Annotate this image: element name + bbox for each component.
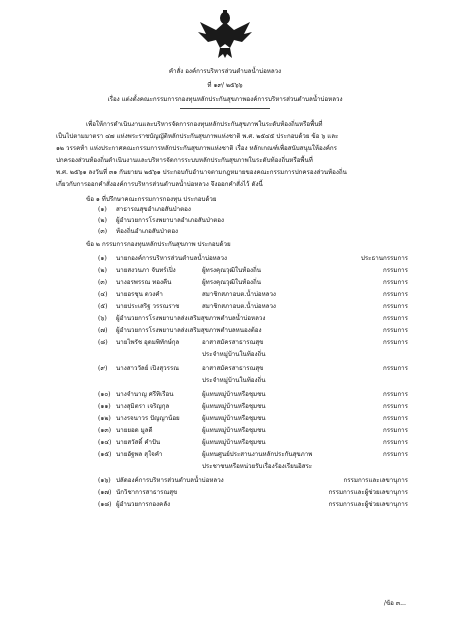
committee-item [98, 302, 408, 312]
item-number: (๑๖) [98, 477, 111, 484]
member-position: ผู้แทนหมู่บ้านหรือชุมชน [202, 439, 266, 446]
member-position: ผู้ทรงคุณวุฒิในท้องถิ่น [202, 267, 262, 274]
member-name: นายอรชุน ดวงคำ [116, 291, 163, 298]
item-number: (๑๕) [98, 451, 112, 458]
member-name: ผู้อำนวยการกองคลัง [116, 501, 171, 508]
committee-item [98, 438, 408, 448]
member-position-continued: ประจำหมู่บ้านในท้องถิ่น [202, 377, 266, 384]
member-position: ผู้แทนศูนย์ประสานงานหลักประกันสุขภาพ [202, 451, 313, 458]
member-name: นางสาววัลย์ เปิงสุวรรณ [116, 365, 180, 372]
member-role: กรรมการ [382, 303, 408, 310]
member-position: สมาชิกสภาอบต.น้ำบ่อหลวง [202, 291, 276, 298]
preamble-line: ๑๒ วรรคท้า แห่งประกาศคณะกรรมการหลักประกันสุขภาพแห่งชาติ เรื่อง หลักเกณฑ์เพื่อสนับสนุนให้องค์กร [56, 145, 337, 152]
committee-item [98, 426, 408, 436]
committee-item [98, 488, 408, 498]
item-number: (๓) [98, 228, 108, 235]
member-position: สมาชิกสภาอบต.น้ำบ่อหลวง [202, 303, 276, 310]
item-number: (๕) [98, 303, 108, 310]
item-number: (๗) [98, 327, 108, 334]
member-position: อาสาสมัครสาธารณสุข [202, 339, 264, 346]
preamble-line: เป็นไปตามมาตรา ๔๗ แห่งพระราชบัญญัติหลักประกันสุขภาพแห่งชาติ พ.ศ. ๒๕๔๕ ประกอบด้วย ข้อ ๖ และ [56, 133, 339, 140]
committee-item [98, 278, 408, 288]
member-role: กรรมการ [382, 415, 408, 422]
member-name: นายสวัสดิ์ คำปัน [116, 439, 161, 446]
committee-item [98, 338, 408, 348]
committee-item [98, 364, 408, 374]
member-position-continued: ประชาชนหรือหน่วยรับเรื่องร้องเรียนอิสระ [202, 463, 313, 470]
member-name: นางจำนาญ ศรีทิเรือน [116, 391, 174, 398]
member-name: นักวิชาการสาธารณสุข [116, 489, 178, 496]
member-role: กรรมการ [382, 267, 408, 274]
item-number: (๑๒) [98, 415, 111, 422]
member-name: ผู้อำนวยการโรงพยาบาลส่งเสริมสุขภาพตำบลหนองต้อง [116, 327, 262, 334]
member-position: ผู้แทนหมู่บ้านหรือชุมชน [202, 415, 266, 422]
member-name: นางรจนาวร ปัญญาน้อย [116, 415, 180, 422]
committee-item [98, 266, 408, 276]
preamble-line: เพื่อให้การดำเนินงานและบริหารจัดการกองทุนหลักประกันสุขภาพในระดับท้องถิ่นหรือพื้นที่ [86, 121, 323, 128]
item-number: (๑๐) [98, 391, 111, 398]
committee-item [98, 402, 408, 412]
member-name: นางสุมิตรา เจริญกุล [116, 403, 170, 410]
committee-item [98, 450, 408, 460]
member-role: กรรมการและผู้ช่วยเลขานุการ [328, 489, 408, 496]
item-number: (๖) [98, 315, 107, 322]
item-number: (๑๑) [98, 403, 111, 410]
item-number: (๙) [98, 365, 108, 372]
member-position: ผู้แทนหมู่บ้านหรือชุมชน [202, 391, 266, 398]
item-number: (๑๔) [98, 439, 112, 446]
item-number: (๑) [98, 255, 107, 262]
order-subject: เรื่อง แต่งตั้งคณะกรรมการกองทุนหลักประกันสุขภาพองค์การบริหารส่วนตำบลน้ำบ่อหลวง [107, 96, 343, 103]
item-text: สาธารณสุขอำเภอสันป่าตอง [116, 206, 191, 213]
member-role: กรรมการ [382, 439, 408, 446]
member-role: กรรมการ [382, 339, 408, 346]
member-role: กรรมการ [382, 291, 408, 298]
item-number: (๑๘) [98, 501, 112, 508]
committee-item [98, 314, 408, 324]
member-role: กรรมการ [382, 403, 408, 410]
item-number: (๑๗) [98, 489, 112, 496]
member-position: ผู้แทนหมู่บ้านหรือชุมชน [202, 403, 266, 410]
member-name: นางอรพรรณ ทองคืน [116, 279, 172, 286]
title-divider [180, 108, 270, 109]
item-number: (๓) [98, 279, 108, 286]
member-position: ผู้แทนหมู่บ้านหรือชุมชน [202, 427, 266, 434]
committee-item [98, 414, 408, 424]
member-role: ประธานกรรมการ [360, 255, 408, 262]
member-role: กรรมการและผู้ช่วยเลขานุการ [328, 501, 408, 508]
member-role: กรรมการ [382, 427, 408, 434]
committee-item [98, 290, 408, 300]
member-role: กรรมการ [382, 327, 408, 334]
item-number: (๒) [98, 217, 107, 224]
committee-item [98, 254, 408, 264]
committee-item [98, 390, 408, 400]
section-2-title: ข้อ ๒ กรรมการกองทุนหลักประกันสุขภาพ ประกอบด้วย [86, 241, 231, 248]
committee-item [98, 500, 408, 510]
item-number: (๔) [98, 291, 108, 298]
preamble-line: ปกครองส่วนท้องถิ่นดำเนินงานและบริหารจัดการระบบหลักประกันสุขภาพในระดับท้องถิ่นหรือพื้นที่ [56, 157, 313, 164]
garuda-emblem [196, 8, 254, 60]
item-number: (๒) [98, 267, 107, 274]
member-name: นายกองค์การบริหารส่วนตำบลน้ำบ่อหลวง [116, 255, 228, 262]
member-name: นายสงวนภา จันทร์เปิ่ง [116, 267, 176, 274]
member-name: นายไพรัช อุดมพิทักษ์กุล [116, 339, 180, 346]
member-role: กรรมการ [382, 391, 408, 398]
member-name: นายยอด มูลดี [116, 427, 153, 434]
member-position: อาสาสมัครสาธารณสุข [202, 365, 264, 372]
preamble-line: เกี่ยวกับการออกคำสั่งองค์การบริหารส่วนตำบลน้ำบ่อหลวง จึงออกคำสั่งไว้ ดังนี้ [56, 181, 263, 188]
member-position: ผู้ทรงคุณวุฒิในท้องถิ่น [202, 279, 262, 286]
preamble-paragraph [56, 119, 402, 191]
member-name: นายประเสริฐ วรรณราช [116, 303, 180, 310]
member-name: ปลัดองค์การบริหารส่วนตำบลน้ำบ่อหลวง [116, 477, 224, 484]
advisor-item [98, 216, 408, 226]
section-1-title: ข้อ ๑ ที่ปรึกษาคณะกรรมการกองทุน ประกอบด้วย [86, 196, 217, 203]
member-role: กรรมการ [382, 365, 408, 372]
preamble-line: พ.ศ. ๒๕๖๑ ลงวันที่ ๓๑ กันยายน ๒๕๖๑ ประกอบกับอำนาจตามกฎหมายของคณะกรรมการปกครองส่วนท้องถิ่น [56, 169, 347, 176]
member-name: ผู้อำนวยการโรงพยาบาลส่งเสริมสุขภาพตำบลน้ำบ่อหลวง [116, 315, 266, 322]
member-role: กรรมการและเลขานุการ [343, 477, 408, 484]
committee-item [98, 476, 408, 486]
page-continuation: /ข้อ ๓... [383, 600, 406, 607]
item-number: (๑) [98, 206, 107, 213]
advisor-item [98, 205, 408, 215]
member-position-continued: ประจำหมู่บ้านในท้องถิ่น [202, 351, 266, 358]
advisor-item [98, 227, 408, 237]
order-title: คำสั่ง องค์การบริหารส่วนตำบลน้ำบ่อหลวง [168, 68, 282, 75]
item-text: ท้องถิ่นอำเภอสันป่าตอง [116, 228, 179, 235]
committee-item [98, 326, 408, 336]
member-role: กรรมการ [382, 315, 408, 322]
item-number: (๑๓) [98, 427, 111, 434]
order-number: ที่ ๑๙/ ๒๕๖๖ [207, 82, 243, 89]
member-role: กรรมการ [382, 451, 408, 458]
member-name: นายอัฐพล สุใจคำ [116, 451, 163, 458]
item-number: (๘) [98, 339, 108, 346]
item-text: ผู้อำนวยการโรงพยาบาลอำเภอสันป่าตอง [116, 217, 224, 224]
member-role: กรรมการ [382, 279, 408, 286]
